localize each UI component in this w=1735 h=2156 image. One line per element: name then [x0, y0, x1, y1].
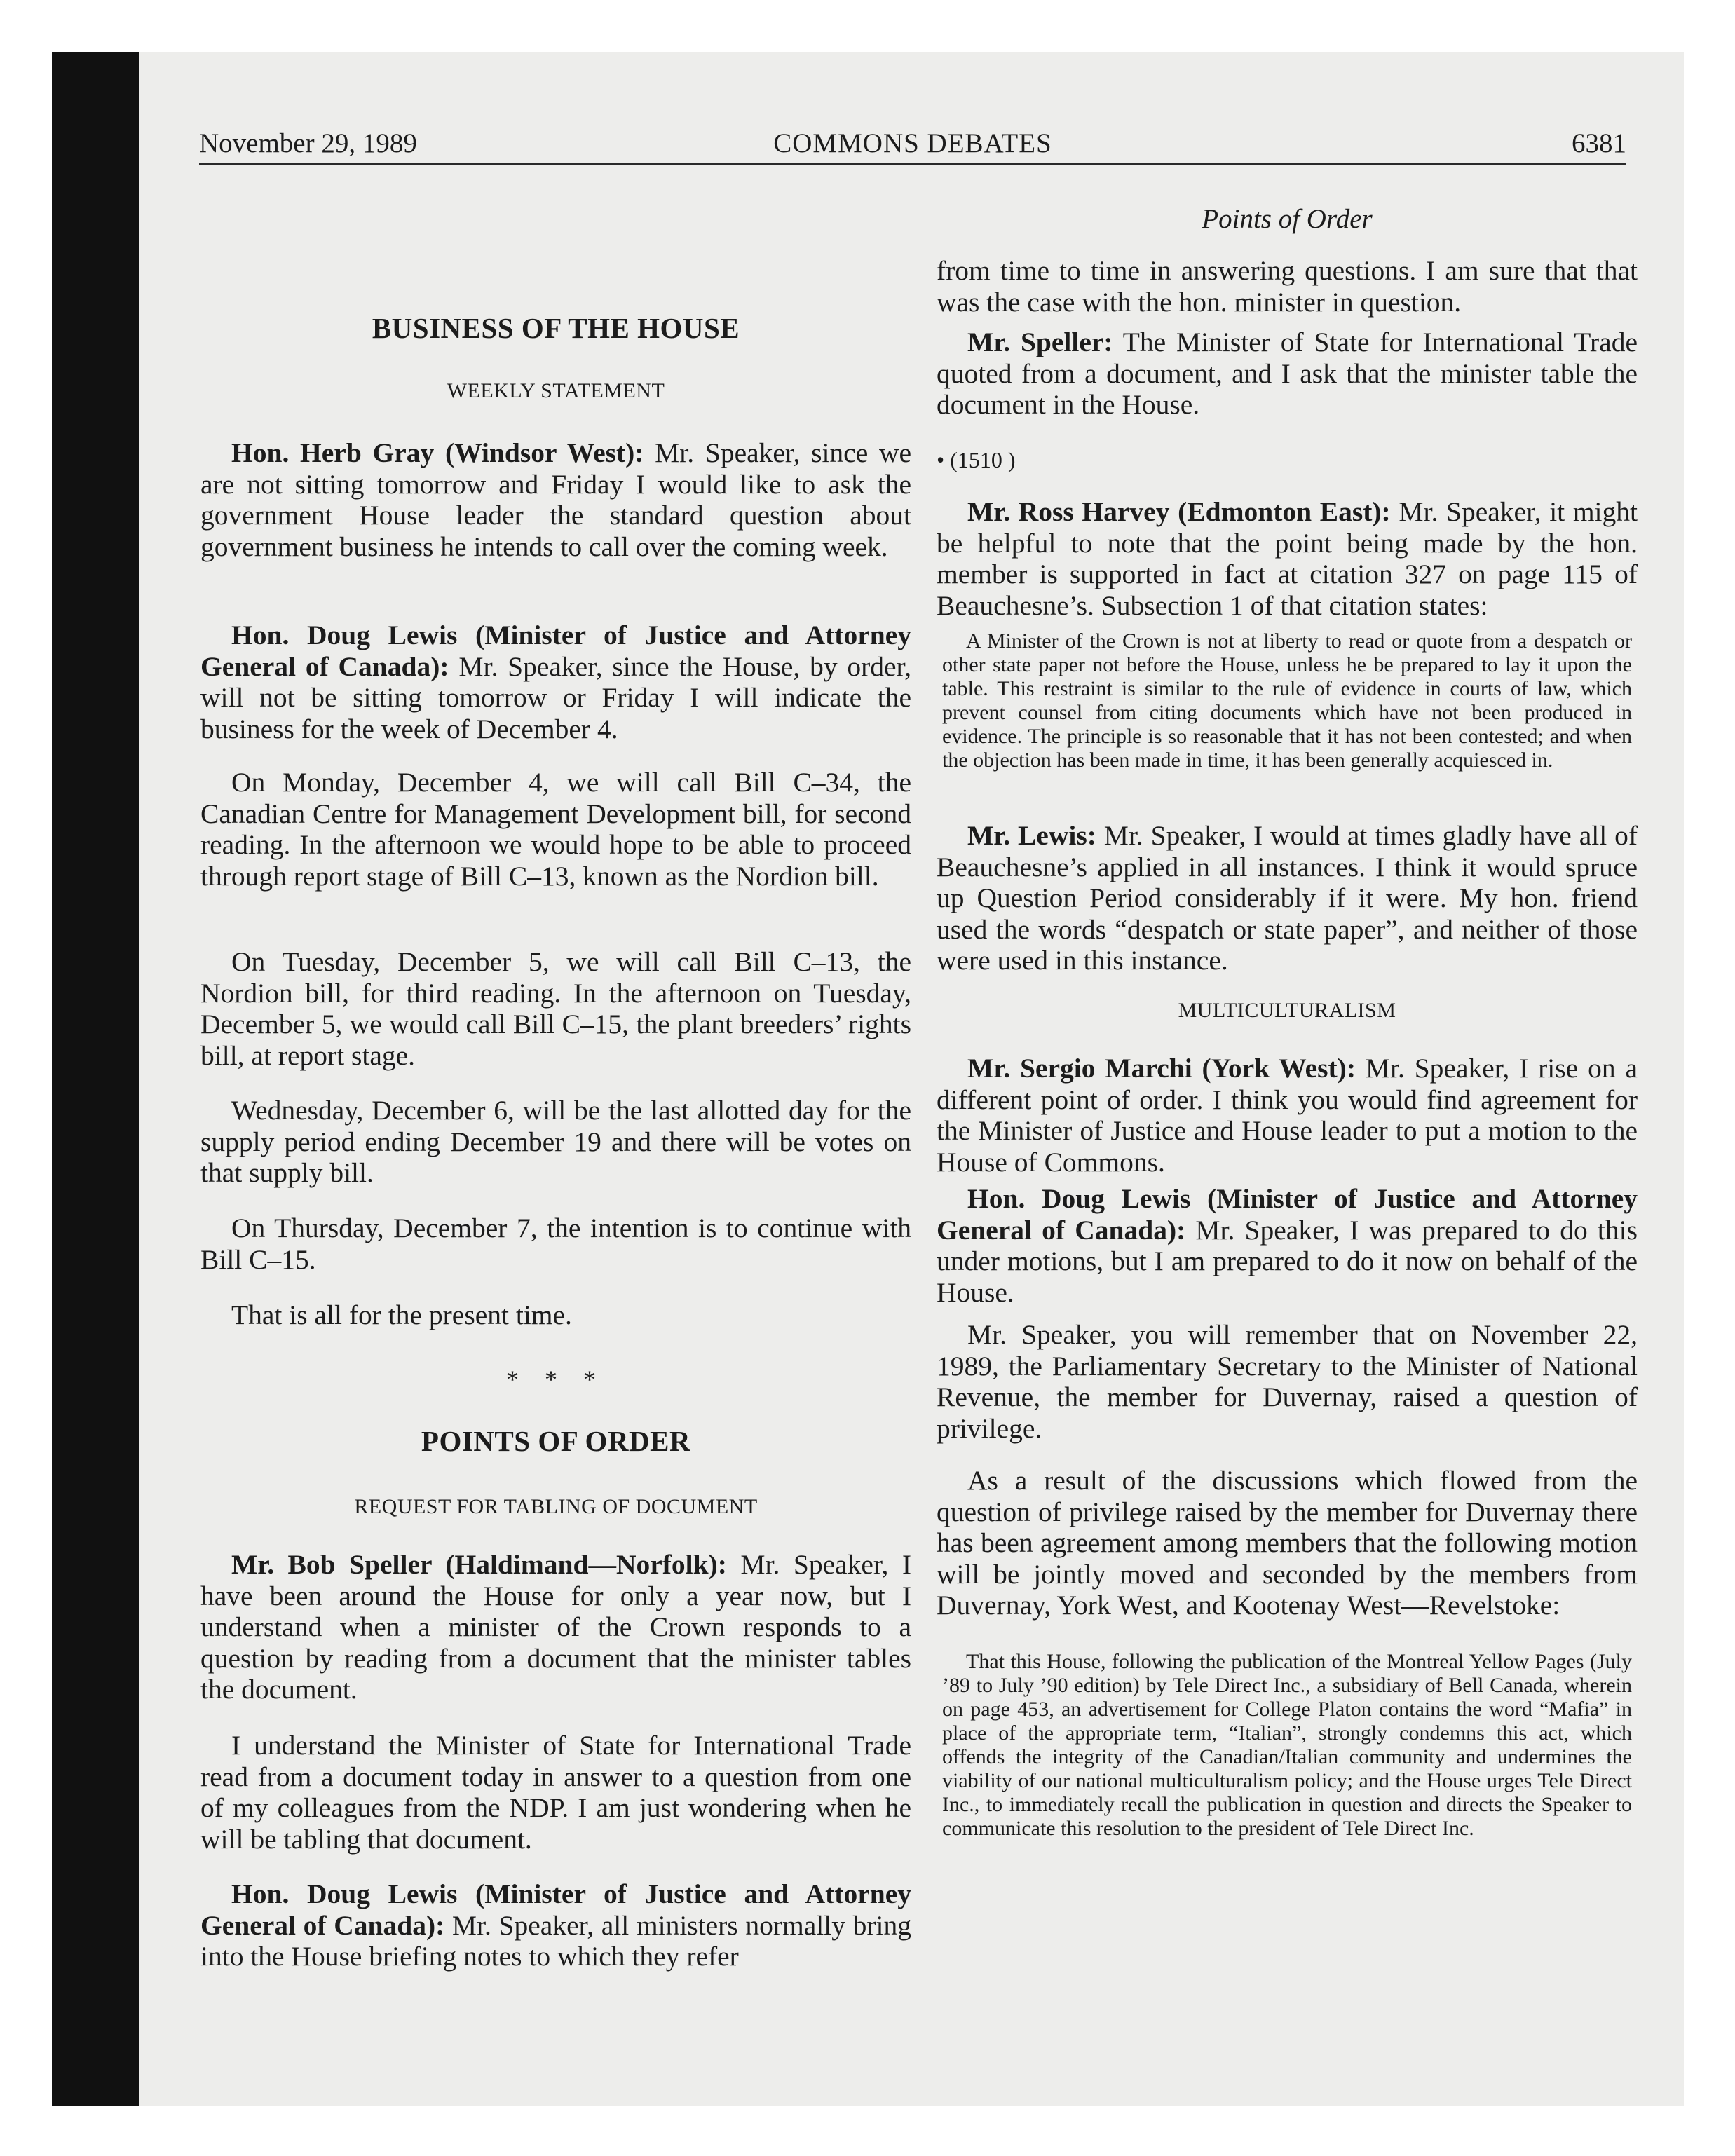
subheading-multiculturalism: MULTICULTURALISM — [1178, 999, 1396, 1022]
header-date: November 29, 1989 — [199, 128, 417, 158]
speech-text: Mr. Speaker, since we are not sitting tomorrow and Friday I would like to ask the government House leader the standard question about government business he intends to call over the coming week. — [200, 437, 912, 562]
paragraph-monday: On Monday, December 4, we will call Bill C–34, the Canadian Centre for Management Development bill, for second reading. In the afternoon we would hope to be able to proceed through report stage of Bill C–13, known as the Nordion bill. — [200, 767, 911, 892]
paragraph-lewis-4 — [937, 1183, 1638, 1308]
motion-text: That this House, following the publication of the Montreal Yellow Pages (July ’89 to July ’90 edition) by Tele Direct Inc., a subsidiary of Bell Canada, wherein on page 453, an advertisement for College Platon contains the word “Mafia” in place of the appropriate term, “Italian”, strongly condemns this act, which offends the integrity of the Canadian/Italian community and undermines the viability of our national multiculturalism policy; and the House urges Tele Direct Inc., to immediately recall the publication in question and directs the Speaker to communicate this resolution to the president of Tele Direct Inc. — [942, 1650, 1632, 1840]
paragraph-lewis-1 — [200, 620, 911, 744]
speech-text: Mr. Speaker, I was prepared to do this under motions, but I am prepared to do it now on behalf of the House. — [937, 1214, 1638, 1308]
paragraph-speller — [200, 1549, 911, 1705]
speech-text: Mr. Speaker, I rise on a different point of order. I think you would find agreement for the Minister of Justice and House leader to put a motion to the House of Commons. — [937, 1053, 1638, 1178]
paragraph-wednesday: Wednesday, December 6, will be the last allotted day for the supply period ending December 19 and there will be votes on that supply bill. — [200, 1095, 911, 1188]
page-header — [199, 128, 1626, 165]
speaker-name: Hon. Doug Lewis (Minister of Justice and Attorney General of Canada): — [937, 1183, 1638, 1246]
subheading-weekly-statement: WEEKLY STATEMENT — [447, 379, 665, 402]
speech-text: The Minister of State for International Trade quoted from a document, and I ask that the minister table the document in the House. — [937, 327, 1638, 420]
hansard-page — [139, 52, 1684, 2106]
speaker-name: Hon. Doug Lewis (Minister of Justice and Attorney General of Canada): — [200, 620, 911, 682]
paragraph-speller-3 — [937, 327, 1638, 421]
paragraph-marchi — [937, 1053, 1638, 1178]
paragraph-thursday: On Thursday, December 7, the intention is to continue with Bill C–15. — [200, 1213, 911, 1275]
speech-text: Mr. Speaker, it might be helpful to note that the point being made by the hon. member is supported in fact at citation 327 on page 115 of Beauchesne’s. Subsection 1 of that citation states: — [937, 496, 1638, 621]
section-heading-business: BUSINESS OF THE HOUSE — [372, 312, 740, 344]
speaker-name: Mr. Sergio Marchi (York West): — [967, 1053, 1356, 1084]
paragraph-closing: That is all for the present time. — [231, 1299, 572, 1330]
paragraph-harvey — [937, 496, 1638, 621]
speaker-name: Hon. Herb Gray (Windsor West): — [231, 437, 644, 468]
subheading-request-tabling: REQUEST FOR TABLING OF DOCUMENT — [354, 1495, 758, 1518]
speaker-name: Mr. Ross Harvey (Edmonton East): — [967, 496, 1391, 527]
section-separator: * * * — [506, 1365, 606, 1393]
speaker-name: Hon. Doug Lewis (Minister of Justice and Attorney General of Canada): — [200, 1878, 911, 1941]
time-marker: • (1510 ) — [937, 447, 1016, 472]
section-heading-points-of-order: POINTS OF ORDER — [421, 1425, 691, 1457]
paragraph-motion-intro: As a result of the discussions which flowed from the question of privilege raised by the member for Duvernay there has been agreement among members that the following motion will be jointly moved and seconded by the members from Duvernay, York West, and Kootenay West—Revelstoke: — [937, 1465, 1638, 1621]
speaker-name: Mr. Bob Speller (Haldimand—Norfolk): — [231, 1549, 727, 1580]
paragraph-tuesday: On Tuesday, December 5, we will call Bill C–13, the Nordion bill, for third reading. In the afternoon on Tuesday, December 5, we would call Bill C–15, the plant breeders’ rights bill, at report stage. — [200, 946, 911, 1071]
scan-binding-edge — [52, 52, 139, 2106]
paragraph-lewis-2 — [200, 1878, 911, 1972]
header-page-number: 6381 — [1572, 128, 1626, 158]
speech-text: Mr. Speaker, since the House, by order, will not be sitting tomorrow or Friday I will indicate the business for the week of December 4. — [200, 650, 911, 744]
header-publication-title: COMMONS DEBATES — [773, 128, 1052, 158]
paragraph-privilege: Mr. Speaker, you will remember that on November 22, 1989, the Parliamentary Secretary to the Minister of National Revenue, the member for Duvernay, raised a question of privilege. — [937, 1319, 1638, 1444]
paragraph-gray — [200, 437, 911, 562]
paragraph-speller-2: I understand the Minister of State for International Trade read from a document today in answer to a question from one of my colleagues from the NDP. I am just wondering when he will be tabling that document. — [200, 1730, 911, 1855]
speaker-name: Mr. Speller: — [967, 327, 1113, 357]
paragraph-continued: from time to time in answering questions. I am sure that that was the case with the hon. minister in question. — [937, 255, 1638, 318]
speech-text: Mr. Speaker, I have been around the House for only a year now, but I understand when a minister of the Crown responds to a question by reading from a document that the minister tables the document. — [200, 1549, 911, 1705]
speaker-name: Mr. Lewis: — [967, 820, 1096, 851]
running-head: Points of Order — [1202, 204, 1373, 234]
speech-text: Mr. Speaker, I would at times gladly have all of Beauchesne’s applied in all instances. I think it would spruce up Question Period considerably if it were. My hon. friend used the words “despatch or state paper”, and neither of those were used in this instance. — [937, 820, 1638, 976]
paragraph-lewis-3 — [937, 820, 1638, 976]
speech-text: Mr. Speaker, all ministers normally bring into the House briefing notes to which they refer — [200, 1909, 912, 1972]
citation-quote: A Minister of the Crown is not at liberty to read or quote from a despatch or other state paper not before the House, unless he be prepared to lay it upon the table. This restraint is similar to the rule of evidence in courts of law, which prevent counsel from citing documents which have not been produced in evidence. The principle is so reasonable that it has not been contested; and when the objection has been made in time, it has been generally acquiesced in. — [942, 629, 1632, 772]
